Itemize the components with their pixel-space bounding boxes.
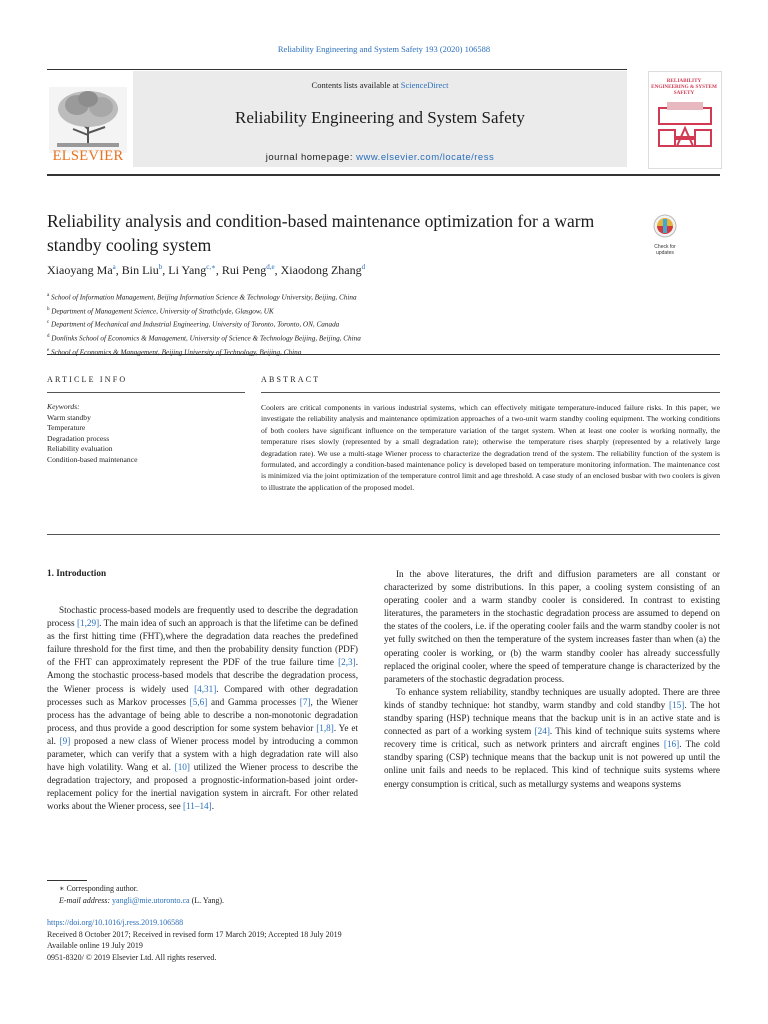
author-name[interactable]: Li Yang: [168, 263, 207, 277]
citation-link[interactable]: [10]: [174, 762, 190, 773]
body-text: In the above literatures, the drift and diffusion parameters are all constant or characterized by some distributions. In this paper, a cooling system consisting of an operating cooler and a warm standby cooler is considered. In contrast to existing literatures, the parameters in the stochastic degradation process are assumed to depend on the states of the coolers, i.e. if the operating cooler fails and the warm standby cooler is not yet fully switched on then the temperature of the system increases faster than when (a) the operating cooler is working, or (b) the warm standby cooler has already successfully replaced the original cooler, where the speed of temperature change is characterized by the parameters of the stochastic degradation process.: [384, 569, 720, 684]
body-text: . The main idea of such an approach is that the lifetime can be defined as the first hitting time (FHT),where the degradation data reaches the predefined failure threshold for the first time, and then the probability density function (PDF) of the FHT can approximately represent the PDF of the true failure time: [47, 618, 358, 668]
received-dates: Received 8 October 2017; Received in revised form 17 March 2019; Accepted 18 July 2019: [47, 929, 342, 939]
author-affiliation-mark[interactable]: c,∗: [206, 263, 216, 271]
author-separator: ,: [115, 263, 122, 277]
body-column-right: [384, 568, 720, 791]
keyword-item: Reliability evaluation: [47, 444, 113, 454]
crossmark-text: Check for updates: [654, 244, 676, 256]
author-separator: ,: [274, 263, 281, 277]
affiliation-mark: d: [47, 334, 50, 340]
email-suffix: (L. Yang).: [189, 895, 225, 905]
copyright-line: 0951-8320/ © 2019 Elsevier Ltd. All rights reserved.: [47, 952, 217, 962]
affiliation-mark: b: [47, 306, 50, 312]
author-list: [47, 263, 687, 278]
journal-homepage: [133, 152, 627, 163]
keyword-item: Warm standby: [47, 412, 91, 422]
citation-link[interactable]: [2,3]: [338, 657, 356, 668]
doi-link[interactable]: https://doi.org/10.1016/j.ress.2019.106588: [47, 918, 184, 927]
affiliation-mark: e: [47, 347, 50, 353]
citation-link[interactable]: [5,6]: [189, 696, 208, 707]
corresponding-author-note: ∗ Corresponding author.: [59, 884, 138, 893]
citation-link[interactable]: [11–14]: [182, 801, 212, 812]
email-note: [47, 895, 447, 907]
affiliation-mark: a: [47, 293, 50, 298]
citation-link[interactable]: [1,8]: [316, 722, 334, 733]
citation-link[interactable]: [15]: [669, 699, 685, 710]
author-separator: ,: [162, 263, 169, 277]
body-text: . The cold standby sparing (CSP) technique means that the backup unit is not powered up until the online unit fails and needs to be replaced. This kind of technique suits systems where energy consumption is critical, such as metallurgy systems and weapons systems: [384, 739, 720, 789]
affiliation-line: [47, 331, 707, 345]
abstract-text: Coolers are critical components in various industrial systems, which can effectively mitigate temperature-induced failure risks. In this paper, we investigate the reliability analysis and maintenance optimization approaches of a two-unit warm standby cooling equipment. The working conditions of both coolers have significant influence on the temperature variation of the target system. When at least one cooler is working normally, the temperature rises slowly (represented by a small degradation rate); otherwise the temperature rises sharply (represented by a relatively large degradation rate). We use a multi-stage Wiener process to characterize the degradation trend of the system. The reliability function of the system is formulated, and accordingly a condition-based maintenance policy is developed based on temperature monitoring information. The maintenance cost is minimized via the joint optimization of the temperature control limit and age threshold. A case study of an enclosed busbar with two coolers is given to illustrate the application of the proposed model.: [261, 403, 720, 492]
paragraph-literature: [384, 568, 720, 686]
citation-link[interactable]: [24]: [534, 726, 550, 737]
crossmark-badge[interactable]: [646, 213, 684, 256]
keywords-label: Keywords:: [47, 402, 80, 411]
article-info-rule: [47, 392, 245, 393]
author-affiliation-mark[interactable]: d,e: [266, 263, 275, 271]
body-text: and Gamma processes: [207, 696, 300, 707]
contents-prefix: Contents lists available at: [311, 80, 401, 90]
crossmark-icon: [646, 213, 684, 239]
affiliation-rule: [47, 354, 720, 355]
body-text: . Ye et al.: [47, 722, 358, 746]
homepage-label: journal homepage:: [265, 152, 357, 163]
body-text: To enhance system reliability, standby techniques are usually adopted. There are three kinds of standby technique: hot standby, warm standby and cold standby: [384, 686, 720, 710]
citation-link[interactable]: [9]: [59, 735, 71, 746]
affiliation-line: [47, 345, 707, 359]
body-text: . This kind of technique suits systems where recovery time is critical, such as network printers and aircraft engines: [384, 726, 720, 750]
footnote-rule: [47, 880, 87, 881]
publication-info: [47, 917, 547, 963]
footnotes: [47, 883, 447, 906]
affiliation-line: [47, 304, 707, 318]
online-date: Available online 19 July 2019: [47, 941, 143, 951]
affiliation-text: Department of Management Science, University of Strathclyde, Glasgow, UK: [49, 307, 274, 316]
citation-link[interactable]: [7]: [299, 696, 311, 707]
journal-citation[interactable]: Reliability Engineering and System Safety 193 (2020) 106588: [277, 44, 491, 54]
author-name[interactable]: Xiaodong Zhang: [280, 263, 362, 277]
affiliation-text: Donlinks School of Economics & Management, University of Science & Technology Beijing, Beijing, China: [49, 334, 361, 343]
section-heading-introduction: 1. Introduction: [47, 568, 107, 578]
keyword-item: Temperature: [47, 423, 86, 433]
keywords-block: [47, 402, 245, 466]
affiliation-text: School of Information Management, Beijing Information Science & Technology University, Beijing, China: [49, 293, 357, 302]
paragraph-standby: [384, 686, 720, 791]
header-rule: [47, 69, 627, 70]
body-text: . Compared with other degradation processes such as Markov processes: [47, 683, 358, 707]
journal-title: Reliability Engineering and System Safety: [235, 108, 525, 127]
contents-line: [133, 80, 627, 90]
citation-link[interactable]: [16]: [663, 739, 680, 750]
body-text: , the Wiener process has the advantage of being able to describe a non-monotonic degradation process, and thus provide a good description for some system behavior: [47, 696, 358, 733]
cover-title: RELIABILITY ENGINEERING & SYSTEM SAFETY: [651, 78, 717, 96]
article-info-heading: ARTICLE INFO: [47, 375, 128, 384]
body-text: .: [211, 801, 215, 812]
author-affiliation-mark[interactable]: a: [112, 263, 116, 271]
author-name[interactable]: Rui Peng: [221, 263, 267, 277]
affiliation-line: [47, 317, 707, 331]
abstract-rule: [261, 392, 720, 393]
email-link[interactable]: yangli@mie.utoronto.ca: [112, 895, 190, 905]
keywords-list: [47, 413, 245, 466]
body-text: . Among the stochastic process-based models that describe the degradation process, the Wiener process is widely used: [47, 657, 358, 694]
author-name[interactable]: Bin Liu: [121, 263, 159, 277]
sciencedirect-link[interactable]: ScienceDirect: [400, 80, 449, 90]
affiliation-text: School of Economics & Management, Beijing University of Technology, Beijing, China: [49, 348, 302, 357]
author-affiliation-mark[interactable]: b: [158, 263, 163, 271]
affiliation-mark: c: [47, 320, 50, 326]
keyword-item: Condition-based maintenance: [47, 454, 138, 464]
header-rule-thick: [47, 174, 720, 176]
paragraph-intro: [47, 604, 358, 814]
citation-link[interactable]: [1,29]: [76, 618, 100, 629]
author-name[interactable]: Xiaoyang Ma: [47, 263, 113, 277]
author-affiliation-mark[interactable]: d: [361, 263, 366, 271]
abstract-end-rule: [47, 534, 720, 535]
author-separator: ,: [215, 263, 222, 277]
body-text: . The hot standby sparing (HSP) technique means that the backup unit is in an active state and is connected as part of a working system: [384, 699, 721, 737]
abstract-heading: ABSTRACT: [261, 375, 321, 384]
body-text: Stochastic process-based models are frequently used to describe the degradation process: [47, 605, 358, 629]
body-column-left: [47, 604, 358, 814]
affiliation-line: [47, 290, 707, 304]
body-text: utilized the Wiener process to describe the degradation trajectory, and proposed a prognostic-information-based joint order-replacement policy for the inertial navigation system in aircraft. For other related works about the Wiener process, see: [47, 762, 358, 812]
citation-link[interactable]: [4,31]: [194, 683, 217, 694]
body-text: proposed a new class of Wiener process model by introducing a common parameter, which can verify that a system with a high degradation rate will also have high volatility. Wang et al.: [47, 735, 358, 773]
affiliations: [47, 290, 707, 358]
homepage-link[interactable]: www.elsevier.com/locate/ress: [356, 152, 495, 163]
affiliation-text: Department of Mechanical and Industrial Engineering, University of Toronto, Toronto, ON, Canada: [49, 320, 340, 329]
keyword-item: Degradation process: [47, 433, 110, 443]
elsevier-wordmark: ELSEVIER: [52, 148, 124, 164]
article-title: Reliability analysis and condition-based maintenance optimization for a warm standby cooling system: [47, 211, 595, 255]
email-label: E-mail address:: [59, 895, 113, 905]
